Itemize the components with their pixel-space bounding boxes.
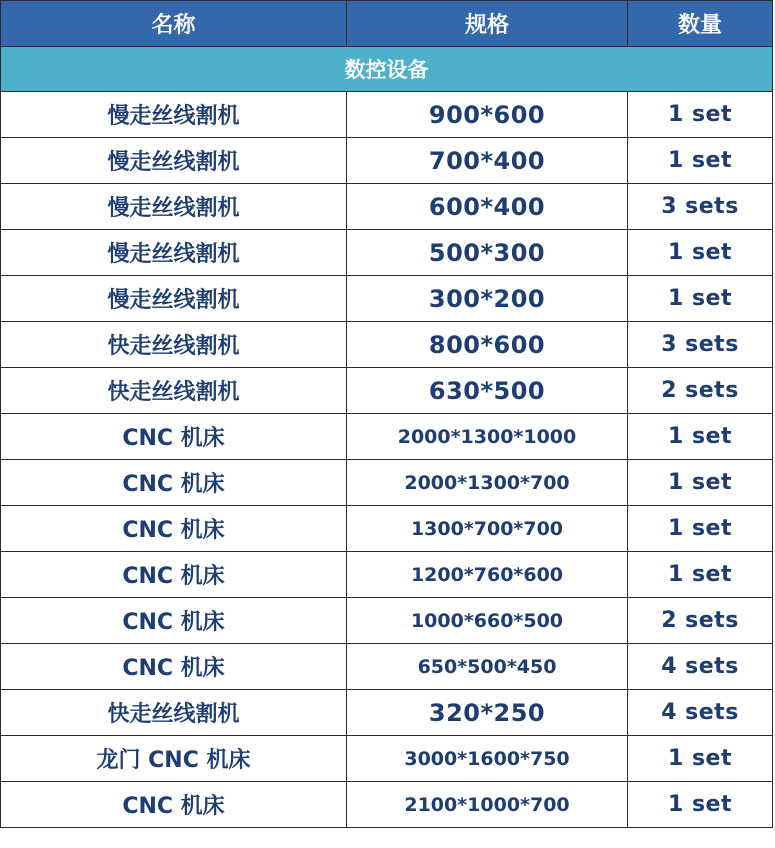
qty-cell: 3 sets <box>628 184 773 230</box>
spec-cell: 600*400 <box>347 184 628 230</box>
qty-cell: 2 sets <box>628 368 773 414</box>
table-row <box>1 506 773 552</box>
table-row <box>1 230 773 276</box>
spec-cell: 2000*1300*700 <box>347 460 628 506</box>
name-cell: CNC 机床 <box>1 506 347 552</box>
spec-cell: 1200*760*600 <box>347 552 628 598</box>
name-cell: CNC 机床 <box>1 598 347 644</box>
qty-cell: 1 set <box>628 460 773 506</box>
name-cell: CNC 机床 <box>1 782 347 828</box>
table-row <box>1 276 773 322</box>
name-cell: CNC 机床 <box>1 552 347 598</box>
table-row <box>1 690 773 736</box>
qty-cell: 2 sets <box>628 598 773 644</box>
table-row <box>1 552 773 598</box>
qty-cell: 4 sets <box>628 644 773 690</box>
table-row <box>1 736 773 782</box>
spec-cell: 1000*660*500 <box>347 598 628 644</box>
table-row <box>1 460 773 506</box>
spec-cell: 2100*1000*700 <box>347 782 628 828</box>
qty-cell: 1 set <box>628 138 773 184</box>
spec-cell: 900*600 <box>347 92 628 138</box>
qty-cell: 1 set <box>628 506 773 552</box>
name-cell: 慢走丝线割机 <box>1 184 347 230</box>
table-row <box>1 92 773 138</box>
spec-cell: 650*500*450 <box>347 644 628 690</box>
qty-cell: 1 set <box>628 414 773 460</box>
header-row <box>1 1 773 47</box>
section-row <box>1 47 773 92</box>
name-cell: CNC 机床 <box>1 460 347 506</box>
table-row <box>1 598 773 644</box>
table-row <box>1 184 773 230</box>
qty-cell: 3 sets <box>628 322 773 368</box>
table-body <box>1 47 773 828</box>
spec-cell: 320*250 <box>347 690 628 736</box>
name-cell: 慢走丝线割机 <box>1 230 347 276</box>
table-row <box>1 414 773 460</box>
name-cell: CNC 机床 <box>1 414 347 460</box>
spec-cell: 1300*700*700 <box>347 506 628 552</box>
spec-cell: 700*400 <box>347 138 628 184</box>
spec-cell: 3000*1600*750 <box>347 736 628 782</box>
name-cell: 快走丝线割机 <box>1 368 347 414</box>
name-cell: 慢走丝线割机 <box>1 138 347 184</box>
name-cell: 快走丝线割机 <box>1 322 347 368</box>
name-cell: 龙门 CNC 机床 <box>1 736 347 782</box>
spec-cell: 800*600 <box>347 322 628 368</box>
table-row <box>1 644 773 690</box>
qty-cell: 1 set <box>628 552 773 598</box>
spec-cell: 500*300 <box>347 230 628 276</box>
qty-cell: 1 set <box>628 782 773 828</box>
name-cell: 快走丝线割机 <box>1 690 347 736</box>
spec-cell: 2000*1300*1000 <box>347 414 628 460</box>
name-cell: CNC 机床 <box>1 644 347 690</box>
header-spec: 规格 <box>347 1 628 47</box>
table-row <box>1 782 773 828</box>
qty-cell: 1 set <box>628 276 773 322</box>
qty-cell: 4 sets <box>628 690 773 736</box>
qty-cell: 1 set <box>628 230 773 276</box>
qty-cell: 1 set <box>628 736 773 782</box>
header-qty: 数量 <box>628 1 773 47</box>
table-row <box>1 138 773 184</box>
table-row <box>1 368 773 414</box>
name-cell: 慢走丝线割机 <box>1 276 347 322</box>
qty-cell: 1 set <box>628 92 773 138</box>
table-row <box>1 322 773 368</box>
section-title: 数控设备 <box>1 47 773 92</box>
spec-cell: 300*200 <box>347 276 628 322</box>
name-cell: 慢走丝线割机 <box>1 92 347 138</box>
spec-cell: 630*500 <box>347 368 628 414</box>
header-name: 名称 <box>1 1 347 47</box>
table-header <box>1 1 773 47</box>
